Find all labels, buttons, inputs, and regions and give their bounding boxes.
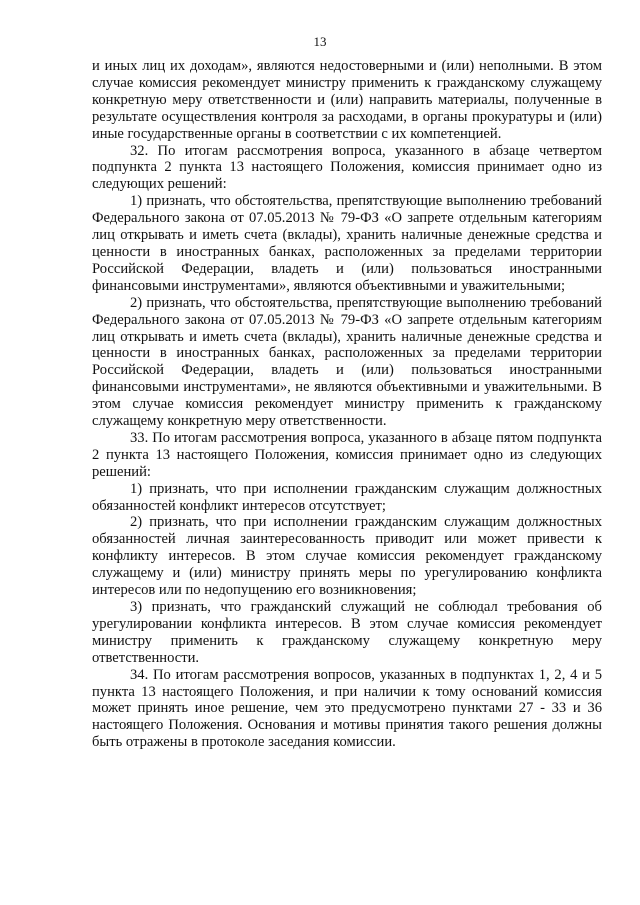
paragraph-32-item-2: 2) признать, что обстоятельства, препятствующие выполнению требований Федерального закона от 07.05.2013 № 79-ФЗ «О запрете отдельным категориям лиц открывать и иметь счета (вклады), хранить наличные денежные средства и ценности в иностранных банках, расположенных за пределами территории Российской Федерации, владеть и (или) пользоваться иностранными финансовыми инструментами», не являются объективными и уважительными. В этом случае комиссия рекомендует министру применить к гражданскому служащему конкретную меру ответственности. (92, 294, 602, 430)
paragraph-33-item-3: 3) признать, что гражданский служащий не соблюдал требования об урегулировании конфликта интересов. В этом случае комиссия рекомендует министру применить к гражданскому служащему конкретную меру ответственности. (92, 599, 602, 666)
paragraph-34: 34. По итогам рассмотрения вопросов, указанных в подпунктах 1, 2, 4 и 5 пункта 13 настоящего Положения, и при наличии к тому оснований комиссия может принять иное решение, чем это предусмотрено пунктами 27 - 33 и 36 настоящего Положения. Основания и мотивы принятия такого решения должны быть отражены в протоколе заседания комиссии. (92, 666, 602, 751)
paragraph-33-item-1: 1) признать, что при исполнении гражданским служащим должностных обязанностей конфликт интересов отсутствует; (92, 480, 602, 514)
paragraph-33-item-2: 2) признать, что при исполнении гражданским служащим должностных обязанностей личная заинтересованность приводит или может привести к конфликту интересов. В этом случае комиссия рекомендует гражданскому служащему и (или) министру принять меры по урегулированию конфликта интересов или по недопущению его возникновения; (92, 514, 602, 599)
paragraph-32-item-1: 1) признать, что обстоятельства, препятствующие выполнению требований Федерального закона от 07.05.2013 № 79-ФЗ «О запрете отдельным категориям лиц открывать и иметь счета (вклады), хранить наличные денежные средства и ценности в иностранных банках, расположенных за пределами территории Российской Федерации, владеть и (или) пользоваться иностранными финансовыми инструментами», являются объективными и уважительными; (92, 193, 602, 294)
paragraph-31-continuation: и иных лиц их доходам», являются недостоверными и (или) неполными. В этом случае комиссия рекомендует министру применить к гражданскому служащему конкретную меру ответственности и (или) направить материалы, полученные в результате осуществления контроля за расходами, в органы прокуратуры и (или) иные государственные органы в соответствии с их компетенцией. (92, 58, 602, 142)
paragraph-32: 32. По итогам рассмотрения вопроса, указанного в абзаце четвертом подпункта 2 пункта 13 настоящего Положения, комиссия принимает одно из следующих решений: (92, 142, 602, 193)
page-number: 13 (313, 34, 327, 49)
document-body (92, 58, 602, 751)
paragraph-33: 33. По итогам рассмотрения вопроса, указанного в абзаце пятом подпункта 2 пункта 13 настоящего Положения, комиссия принимает одно из следующих решений: (92, 429, 602, 480)
